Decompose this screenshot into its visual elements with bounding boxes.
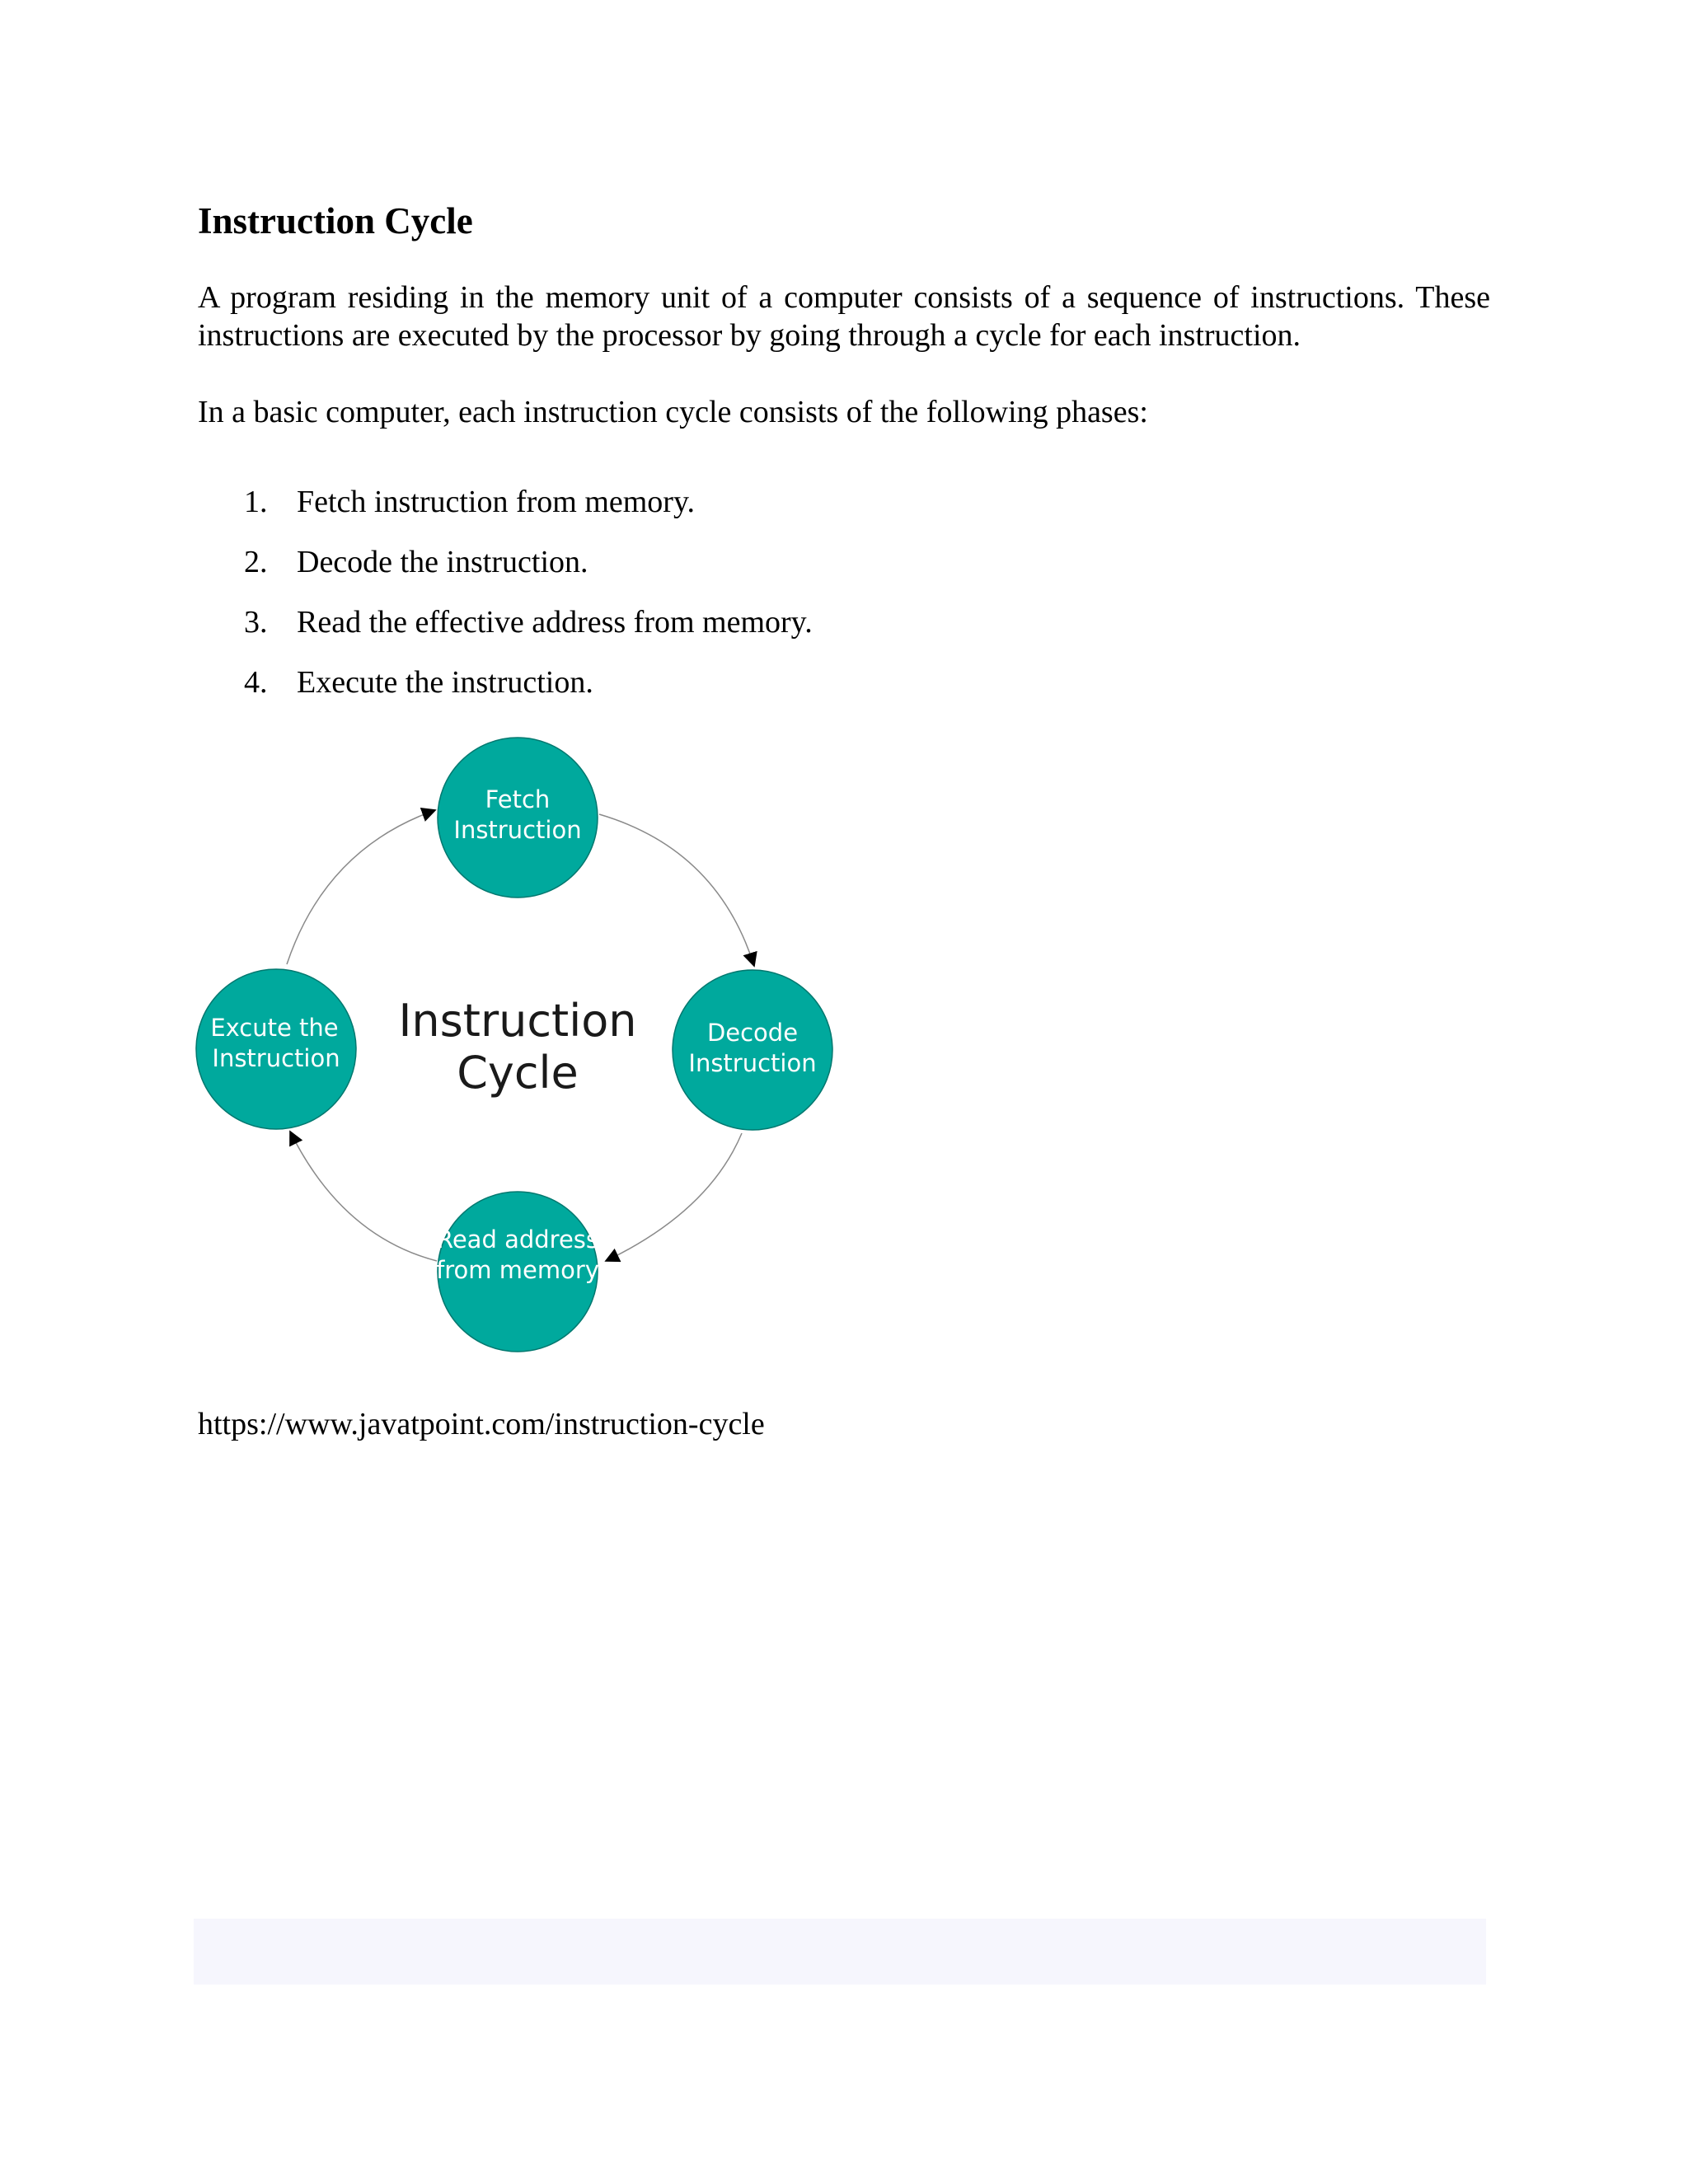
node-decode-label-1: Decode [706, 1019, 799, 1047]
list-item-number: 3. [244, 605, 268, 640]
list-item [239, 602, 813, 662]
list-item-text: Fetch instruction from memory. [297, 485, 695, 519]
instruction-cycle-diagram [190, 733, 849, 1376]
source-link[interactable]: https://www.javatpoint.com/instruction-cycle [198, 1407, 765, 1441]
diagram-center-label-2: Cycle [457, 1047, 579, 1099]
arrow-execute-to-fetch [287, 810, 435, 964]
node-read-label-1: Read address [436, 1226, 599, 1254]
list-item-number: 4. [244, 665, 268, 700]
node-execute-label-1: Excute the [210, 1014, 339, 1042]
intro-paragraph: A program residing in the memory unit of a computer consists of a sequence of instructions. These instructions are executed by the processor by going through a cycle for each instruction. [198, 280, 1490, 353]
footer-band [194, 1919, 1486, 1985]
list-item-text: Decode the instruction. [297, 545, 588, 579]
arrow-fetch-to-decode [599, 814, 754, 966]
node-decode [673, 970, 832, 1130]
page-title: Instruction Cycle [198, 200, 473, 241]
arrow-read-to-execute [290, 1132, 437, 1261]
arrow-decode-to-read [606, 1133, 742, 1261]
phase-list [239, 481, 813, 722]
node-fetch-label-2: Instruction [453, 816, 582, 844]
list-item [239, 541, 813, 602]
node-decode-label-2: Instruction [688, 1049, 817, 1077]
list-item-text: Execute the instruction. [297, 665, 593, 700]
diagram-center-label-1: Instruction [398, 995, 637, 1047]
list-item-number: 2. [244, 545, 268, 579]
node-execute [196, 969, 356, 1129]
list-item [239, 481, 813, 541]
node-read-address [436, 1192, 599, 1352]
node-execute-label-2: Instruction [212, 1044, 340, 1072]
list-item [239, 662, 813, 722]
node-fetch [438, 738, 598, 898]
node-fetch-label-1: Fetch [485, 785, 551, 813]
phases-intro-paragraph: In a basic computer, each instruction cycle consists of the following phases: [198, 395, 1148, 429]
list-item-number: 1. [244, 485, 268, 519]
node-read-label-2: from memory [436, 1256, 599, 1284]
list-item-text: Read the effective address from memory. [297, 605, 813, 640]
